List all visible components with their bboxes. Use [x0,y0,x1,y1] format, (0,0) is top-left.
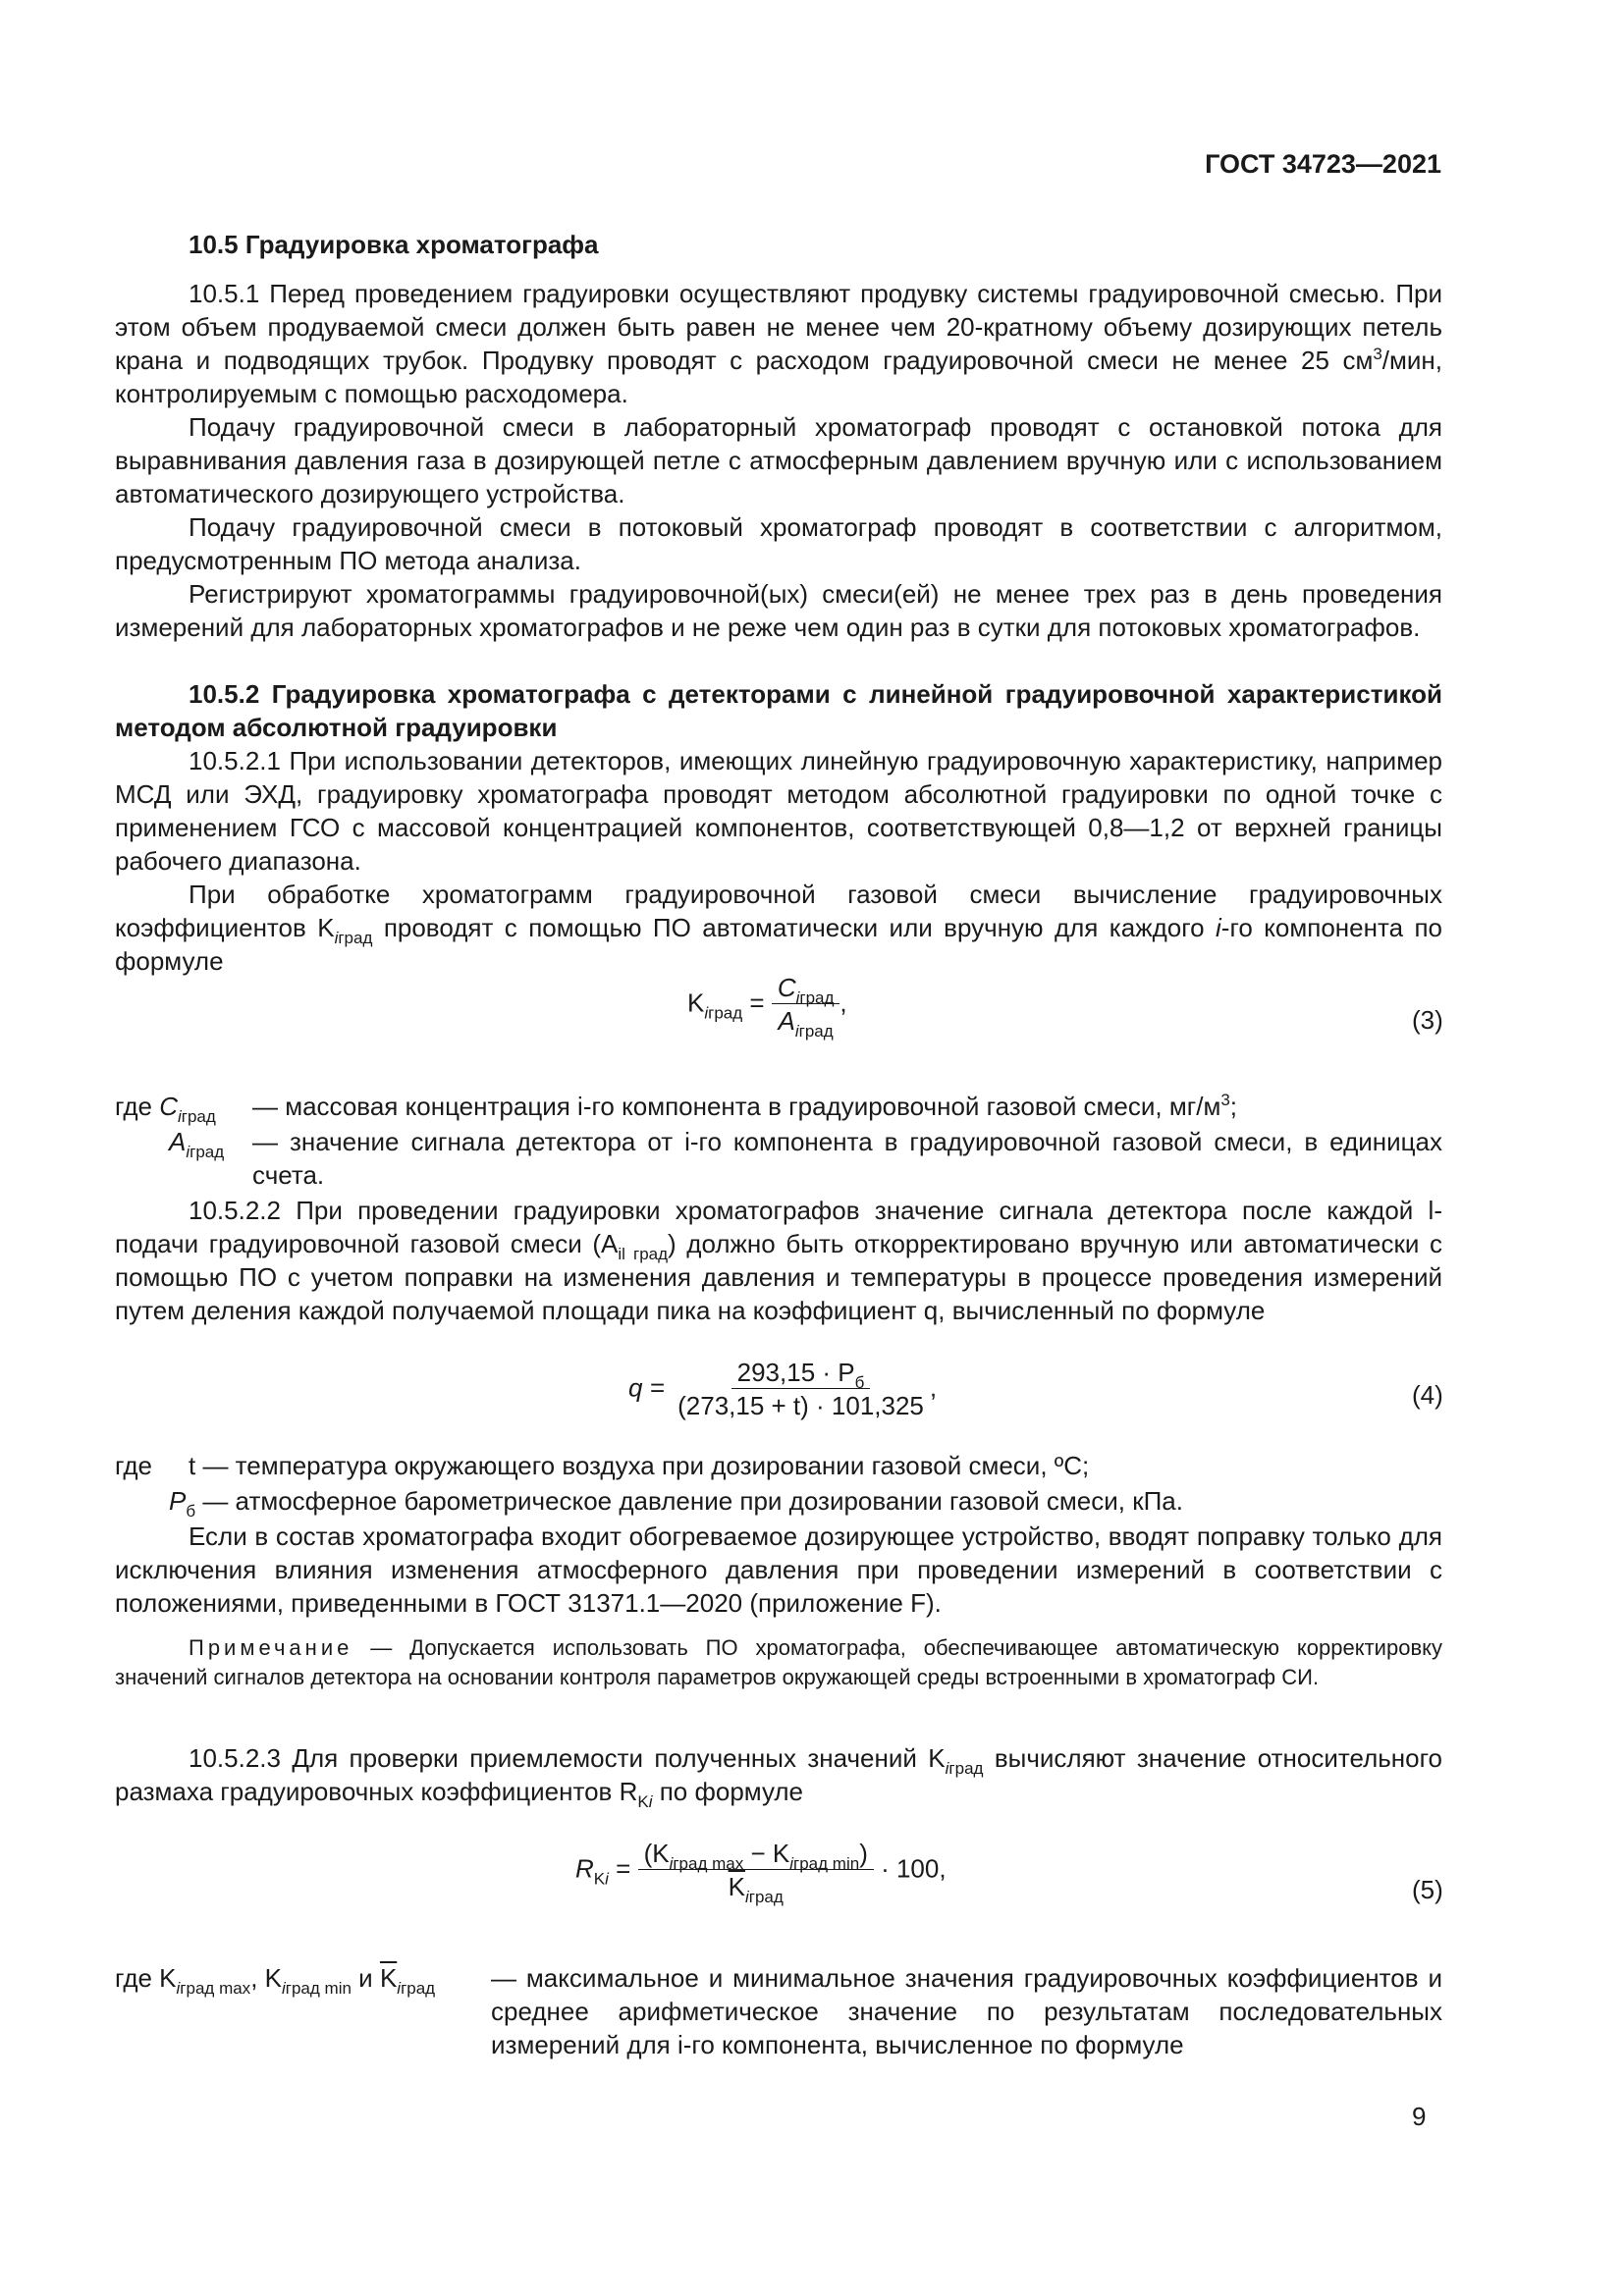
paragraph-heated-device: Если в состав хроматографа входит обогреваемое дозирующее устройство, вводят поправку только для исключения влияния изменения атмосферного давления при проведении измерений в соответствии с положениями, приведенными в ГОСТ 31371.1—2020 (приложение F). [115,1522,1442,1618]
paragraph-register: Регистрируют хроматограммы градуировочной(ых) смеси(ей) не менее трех раз в день проведения измерений для лабораторных хроматографов и не реже чем один раз в сутки для потоковых хроматографов. [115,579,1442,642]
definition-c-text: — массовая концентрация i-го компонента в градуировочной газовой смеси, $мг/м^3$; [252,1091,1238,1121]
formula-5: $R_{Ki}$ = $\frac{(K_{iград max} - K_{iград min})}{\overline{K}_{iград}}$ · 100, [575,1839,947,1906]
definition-k-text: — максимальное и минимальное значения градуировочных коэффициентов и среднее арифметическое значение по результатам последовательных измерений для i-го компонента, вычисленное по формуле [491,1963,1442,2059]
page-number: 9 [1412,2102,1427,2131]
equation-number-5: (5) [1412,1875,1443,1904]
paragraph-laboratory-feed: Подачу градуировочной смеси в лабораторный хроматограф проводят с остановкой потока для выравнивания давления газа в дозирующей петле с атмосферным давлением вручную или с использованием автоматического дозирующего устройства. [115,412,1442,508]
definition-a-text: — значение сигнала детектора от i-го компонента в градуировочной газовой смеси, в единицах счета. [252,1127,1442,1190]
paragraph-10-5-2-2: 10.5.2.2 При проведении градуировки хроматографов значение сигнала детектора после каждой l-подачи градуировочной газовой смеси $(A_{il град})$ должно быть откорректировано вручную или автоматически с помощью ПО с учетом поправки на изменения давления и температуры в процессе проведения измерений путем деления каждой получаемой площади пика на коэффициент q, вычисленный по формуле [115,1196,1442,1325]
formula-4: q = $\frac{293,15 \cdot P_б}{(273,15 + t) \cdot 101,325}$ , [628,1358,938,1420]
equation-number-4: (4) [1412,1380,1443,1410]
paragraph-10-5-2-3: 10.5.2.3 Для проверки приемлемости полученных значений $K_{iград}$ вычисляют значение относительного размаха градуировочных коэффициентов $R_{Ki}$ по формуле [115,1743,1442,1811]
equation-number-3: (3) [1412,1005,1443,1035]
definition-k: где $K_{iград max}$, $K_{iград min}$ и $\overline{K}_{iград}$ [115,1963,436,1998]
section-title-10-5-2: 10.5.2 Градуировка хроматографа с детекторами с линейной градуировочной характеристикой методом абсолютной градуировки [115,679,1442,742]
note: Примечание — Допускается использовать ПО хроматографа, обеспечивающее автоматическую корректировку значений сигналов детектора на основании контроля параметров окружающей среды встроенными в хроматограф СИ. [115,1635,1442,1689]
paragraph-coefficients: При обработке хроматограмм градуировочной газовой смеси вычисление градуировочных коэффициентов $K_{iград}$ проводят с помощью ПО автоматически или вручную для каждого i-го компонента по формуле [115,880,1442,976]
definition-p: $P_б$ — атмосферное барометрическое давление при дозировании газовой смеси, кПа. [169,1486,1183,1521]
definition-t-where: где [115,1451,152,1480]
definition-c: где $C_{iград}$ [115,1092,216,1126]
section-title-10-5: 10.5 Градуировка хроматографа [189,230,599,259]
paragraph-10-5-2-1: 10.5.2.1 При использовании детекторов, имеющих линейную градуировочную характеристику, например МСД или ЭХД, градуировку хроматографа проводят методом абсолютной градуировки по одной точке с применением ГСО с массовой концентрацией компонентов, соответствующей 0,8—1,2 от верхней границы рабочего диапазона. [115,746,1442,876]
paragraph-10-5-1: 10.5.1 Перед проведением градуировки осуществляют продувку системы градуировочной смесью. При этом объем продуваемой смеси должен быть равен не менее чем 20-кратному объему дозирующих петель крана и подводящих трубок. Продувку проводят с расходом градуировочной смеси не менее 25 $см^3$/мин, контролируемым с помощью расходомера. [115,279,1442,408]
formula-3: $K_{iград}$ = $\frac{C_{iград}}{A_{iград}}$ , [687,973,847,1041]
paragraph-flow-feed: Подачу градуировочной смеси в потоковый хроматограф проводят в соответствии с алгоритмом, предусмотренным ПО метода анализа. [115,512,1442,575]
document-header: ГОСТ 34723—2021 [1205,149,1441,179]
definition-a: $A_{iград}$ [169,1127,225,1161]
definition-t: t — температура окружающего воздуха при дозировании газовой смеси, ºС; [189,1451,1090,1480]
